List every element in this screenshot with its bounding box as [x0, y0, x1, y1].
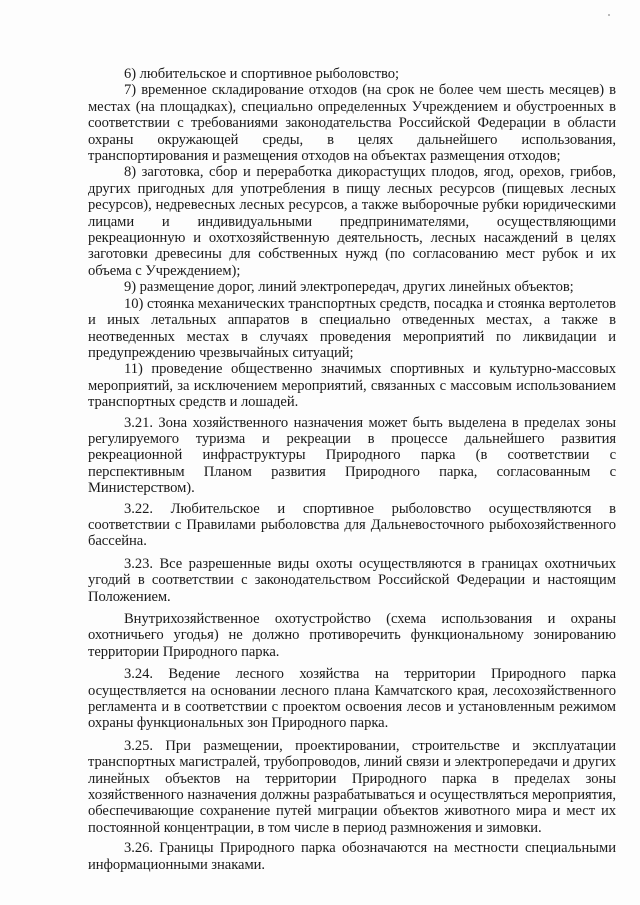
paragraph-3-26: 3.26. Границы Природного парка обозначаются на местности специальными информационными знаками.: [88, 840, 616, 873]
paragraph-3-25: 3.25. При размещении, проектировании, строительстве и эксплуатации транспортных магистралей, трубопроводов, линий связи и электропередачи и других линейных объектов на территории Природного парка в пределах зоны хозяйственного назначения должны разрабатываться и осуществляться мероприятия, обеспечивающие сохранение путей миграции объектов животного мира и мест их постоянной концентрации, в том числе в период размножения и зимовки.: [88, 737, 616, 836]
paragraph-item-9: 9) размещение дорог, линий электропередач, других линейных объектов;: [124, 279, 574, 296]
paragraph-3-23: 3.23. Все разрешенные виды охоты осуществляются в границах охотничьих угодий в соответствии с законодательством Российской Федерации и настоящим Положением.: [88, 555, 616, 605]
paragraph-item-10: 10) стоянка механических транспортных средств, посадка и стоянка вертолетов и иных летальных аппаратов в специально отведенных местах, а также в неотведенных местах в случаях проведения мероприятий по ликвидации и предупреждению чрезвычайных ситуаций;: [88, 295, 616, 361]
paragraph-3-21: 3.21. Зона хозяйственного назначения может быть выделена в пределах зоны регулируемого туризма и рекреации в процессе дальнейшего развития рекреационной инфраструктуры Природного парка (в соответствии с перспективным Планом развития Природного парка, согласованным с Министерством).: [88, 414, 616, 497]
document-body: [88, 66, 616, 873]
paragraph-item-8: 8) заготовка, сбор и переработка дикорастущих плодов, ягод, орехов, грибов, других пригодных для употребления в пищу лесных ресурсов (пищевых лесных ресурсов), недревесных лесных ресурсов, а также выборочные рубки юридическими лицами и индивидуальными предпринимателями, осуществляющими рекреационную и охотхозяйственную деятельность, лесных насаждений в целях заготовки древесины для собственных нужд (по согласованию мест рубок и их объема с Учреждением);: [88, 164, 616, 279]
paragraph-item-6: 6) любительское и спортивное рыболовство;: [124, 66, 400, 82]
paragraph-item-7: 7) временное складирование отходов (на срок не более чем шесть месяцев) в местах (на площадках), специально определенных Учреждением и обустроенных в соответствии с требованиями законодательства Российской Федерации в области охраны окружающей среды, в целях дальнейшего использования, транспортирования и размещения отходов на объектах размещения отходов;: [88, 82, 616, 165]
scan-speck: [608, 14, 610, 16]
paragraph-hunting-arrangement: Внутрихозяйственное охотустройство (схема использования и охраны охотничьего угодья) не должно противоречить функциональному зонированию территории Природного парка.: [88, 611, 616, 660]
paragraph-3-22: 3.22. Любительское и спортивное рыболовство осуществляются в соответствии с Правилами рыболовства для Дальневосточного рыбохозяйственного бассейна.: [88, 500, 616, 550]
paragraph-3-24: 3.24. Ведение лесного хозяйства на территории Природного парка осуществляется на основании лесного плана Камчатского края, лесохозяйственного регламента и в соответствии с проектом освоения лесов и установленным режимом охраны функциональных зон Природного парка.: [88, 666, 616, 732]
paragraph-item-11: 11) проведение общественно значимых спортивных и культурно-массовых мероприятий, за исключением мероприятий, связанных с массовым использованием транспортных средств и лошадей.: [88, 361, 616, 411]
